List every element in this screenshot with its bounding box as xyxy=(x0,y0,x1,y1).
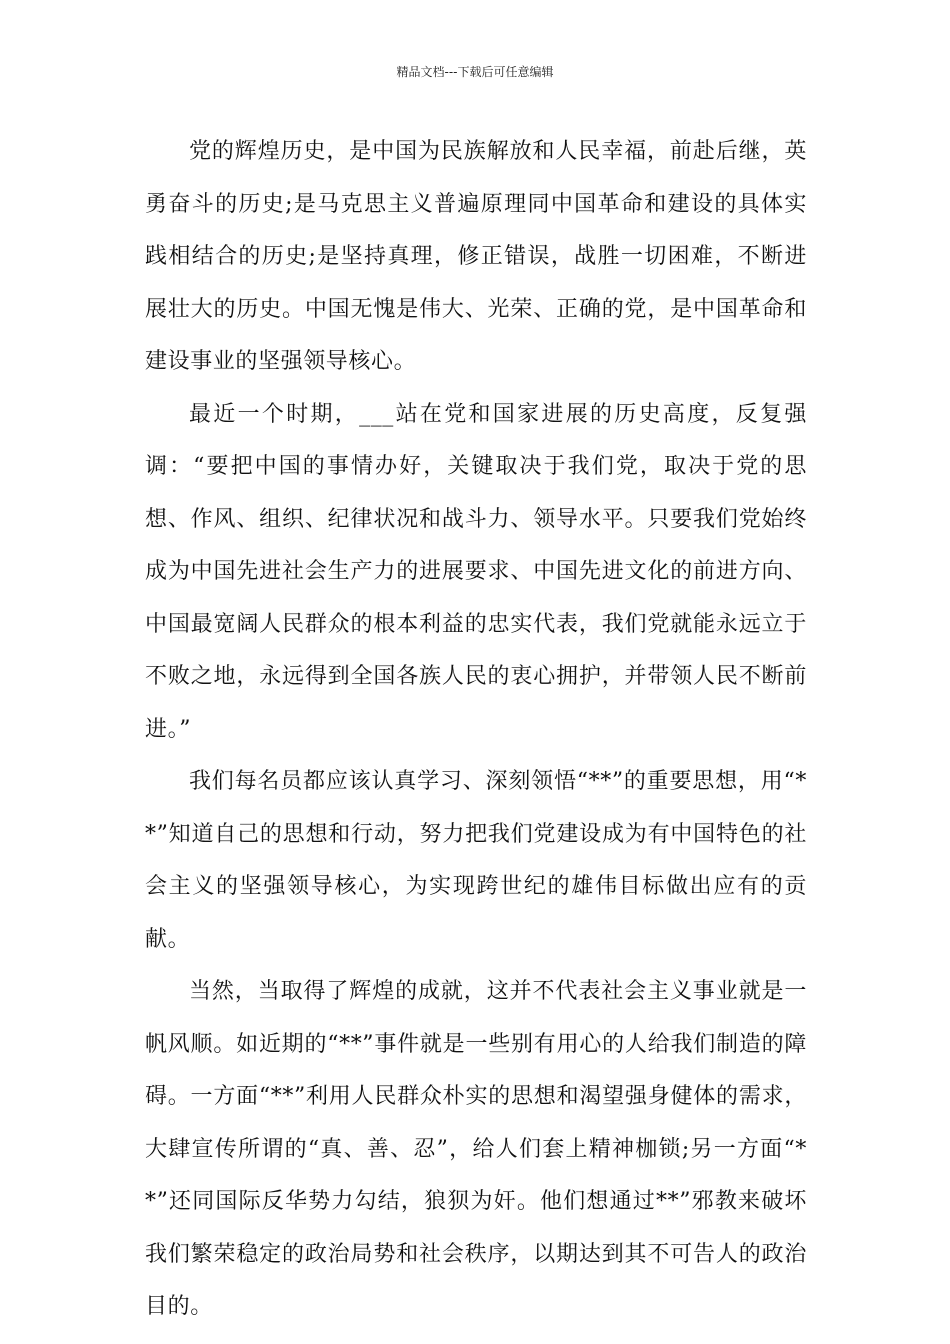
paragraph-1: 党的辉煌历史，是中国为民族解放和人民幸福，前赴后继，英勇奋斗的历史;是马克思主义普遍原理同中国革命和建设的具体实践相结合的历史;是坚持真理，修正错误，战胜一切困难，不断进展壮大的历史。中国无愧是伟大、光荣、正确的党，是中国革命和建设事业的坚强领导核心。 xyxy=(145,139,807,374)
page-header: 精品文档---下载后可任意编辑 xyxy=(396,65,554,79)
paragraph-4: 当然，当取得了辉煌的成就，这并不代表社会主义事业就是一帆风顺。如近期的“**”事件就是一些别有用心的人给我们制造的障碍。一方面“**”利用人民群众朴实的思想和渴望强身健体的需求，大肆宣传所谓的“真、善、忍”，给人们套上精神枷锁;另一方面“**”还同国际反华势力勾结，狼狈为奸。他们想通过**”邪教来破坏我们繁荣稳定的政治局势和社会秩序，以期达到其不可告人的政治目的。 xyxy=(145,979,807,1319)
paragraph-3: 我们每名员都应该认真学习、深刻领悟“**”的重要思想，用“**”知道自己的思想和行动，努力把我们党建设成为有中国特色的社会主义的坚强领导核心，为实现跨世纪的雄伟目标做出应有的贡献。 xyxy=(145,769,807,952)
paragraph-2: 最近一个时期，___站在党和国家进展的历史高度，反复强调：“要把中国的事情办好，关键取决于我们党，取决于党的思想、作风、组织、纪律状况和战斗力、领导水平。只要我们党始终成为中国先进社会生产力的进展要求、中国先进文化的前进方向、中国最宽阔人民群众的根本利益的忠实代表，我们党就能永远立于不败之地，永远得到全国各族人民的衷心拥护，并带领人民不断前进。” xyxy=(145,401,807,742)
document-body xyxy=(145,126,807,1334)
